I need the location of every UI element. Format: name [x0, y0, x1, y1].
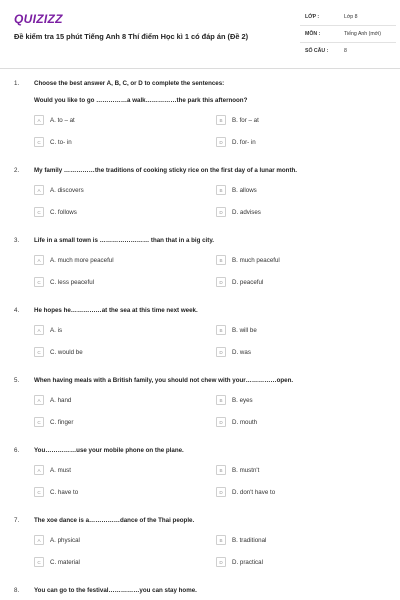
option-letter-box: C — [34, 417, 44, 427]
answer-option-d[interactable] — [216, 486, 275, 498]
option-letter-box: D — [216, 487, 226, 497]
option-letter-box: D — [216, 277, 226, 287]
option-text: D. practical — [232, 558, 263, 566]
option-letter-box: A — [34, 255, 44, 265]
option-text: B. allows — [232, 186, 257, 194]
option-letter-box: C — [34, 207, 44, 217]
answer-option-d[interactable] — [216, 276, 263, 288]
question-text: Life in a small town is …………………… than that in a big city. — [34, 237, 215, 244]
meta-value: Lớp 8 — [344, 14, 358, 20]
header-divider — [0, 68, 400, 69]
question-number: 2. — [14, 167, 20, 174]
answer-option-b[interactable] — [216, 394, 253, 406]
question-number: 4. — [14, 307, 20, 314]
answer-option-a[interactable] — [34, 254, 114, 266]
answer-option-a[interactable] — [34, 114, 75, 126]
option-letter-box: D — [216, 137, 226, 147]
question-text: Would you like to go ……………a walk……………the park this afternoon? — [34, 97, 248, 104]
option-letter-box: C — [34, 137, 44, 147]
answer-option-c[interactable] — [34, 136, 72, 148]
question-number: 5. — [14, 377, 20, 384]
option-letter-box: D — [216, 557, 226, 567]
option-text: A. is — [50, 326, 63, 334]
option-text: C. finger — [50, 418, 74, 426]
answer-option-c[interactable] — [34, 346, 83, 358]
answer-option-c[interactable] — [34, 556, 80, 568]
option-letter-box: A — [34, 325, 44, 335]
answer-option-a[interactable] — [34, 184, 84, 196]
option-text: B. for – at — [232, 116, 259, 124]
option-letter-box: B — [216, 185, 226, 195]
question-number: 7. — [14, 517, 20, 524]
answer-option-a[interactable] — [34, 394, 71, 406]
option-text: B. eyes — [232, 396, 253, 404]
answer-option-a[interactable] — [34, 464, 71, 476]
option-text: A. discovers — [50, 186, 84, 194]
meta-row-subject — [300, 26, 396, 43]
option-text: B. mustn't — [232, 466, 260, 474]
meta-label: SỐ CÂU : — [305, 48, 329, 54]
option-text: C. have to — [50, 488, 79, 496]
quizizz-logo: QUIZIZZ — [14, 12, 63, 26]
option-letter-box: B — [216, 465, 226, 475]
question-text: You……………use your mobile phone on the plane. — [34, 447, 184, 454]
option-text: B. much peaceful — [232, 256, 280, 264]
answer-option-b[interactable] — [216, 464, 259, 476]
option-letter-box: B — [216, 255, 226, 265]
meta-label: MÔN : — [305, 31, 321, 37]
answer-option-b[interactable] — [216, 534, 266, 546]
option-text: D. advises — [232, 208, 261, 216]
question-number: 3. — [14, 237, 20, 244]
option-text: C. would be — [50, 348, 83, 356]
option-letter-box: C — [34, 557, 44, 567]
option-text: D. peaceful — [232, 278, 264, 286]
option-text: C. less peaceful — [50, 278, 95, 286]
question-text: My family ……………the traditions of cooking sticky rice on the first day of a lunar month. — [34, 167, 298, 174]
option-letter-box: C — [34, 347, 44, 357]
meta-value: Tiếng Anh (mới) — [344, 31, 381, 37]
meta-value: 8 — [344, 48, 347, 54]
option-letter-box: C — [34, 277, 44, 287]
option-text: A. must — [50, 466, 71, 474]
option-text: C. to- in — [50, 138, 72, 146]
option-text: D. was — [232, 348, 251, 356]
option-text: D. for- in — [232, 138, 256, 146]
header — [0, 0, 400, 66]
option-text: C. material — [50, 558, 80, 566]
answer-option-d[interactable] — [216, 416, 257, 428]
option-letter-box: A — [34, 395, 44, 405]
answer-option-b[interactable] — [216, 254, 280, 266]
answer-option-d[interactable] — [216, 206, 261, 218]
option-letter-box: B — [216, 325, 226, 335]
option-text: D. mouth — [232, 418, 258, 426]
meta-row-count — [300, 43, 396, 59]
option-text: C. follows — [50, 208, 77, 216]
option-letter-box: A — [34, 115, 44, 125]
meta-label: LỚP : — [305, 14, 320, 20]
option-letter-box: B — [216, 535, 226, 545]
option-letter-box: D — [216, 347, 226, 357]
option-letter-box: B — [216, 395, 226, 405]
question-text: He hopes he……………at the sea at this time next week. — [34, 307, 198, 314]
question-number: 1. — [14, 80, 20, 87]
answer-option-c[interactable] — [34, 276, 94, 288]
question-text: When having meals with a British family, you should not chew with your……………open. — [34, 377, 294, 384]
answer-option-b[interactable] — [216, 324, 257, 336]
answer-option-a[interactable] — [34, 534, 80, 546]
option-text: B. traditional — [232, 536, 267, 544]
option-letter-box: A — [34, 535, 44, 545]
option-letter-box: A — [34, 185, 44, 195]
answer-option-c[interactable] — [34, 206, 77, 218]
answer-option-b[interactable] — [216, 184, 257, 196]
question-number: 6. — [14, 447, 20, 454]
option-text: A. to – at — [50, 116, 75, 124]
option-letter-box: A — [34, 465, 44, 475]
answer-option-d[interactable] — [216, 136, 256, 148]
answer-option-b[interactable] — [216, 114, 259, 126]
answer-option-d[interactable] — [216, 556, 263, 568]
meta-row-class — [300, 9, 396, 26]
option-text: A. much more peaceful — [50, 256, 114, 264]
option-letter-box: C — [34, 487, 44, 497]
option-letter-box: D — [216, 207, 226, 217]
option-letter-box: B — [216, 115, 226, 125]
answer-option-d[interactable] — [216, 346, 251, 358]
document-title: Đề kiểm tra 15 phút Tiếng Anh 8 Thí điểm Học kì 1 có đáp án (Đề 2) — [14, 32, 249, 41]
answer-option-c[interactable] — [34, 486, 78, 498]
option-letter-box: D — [216, 417, 226, 427]
answer-option-c[interactable] — [34, 416, 73, 428]
option-text: B. will be — [232, 326, 257, 334]
question-text: You can go to the festival……………you can stay home. — [34, 587, 197, 594]
option-text: D. don't have to — [232, 488, 276, 496]
question-text: Choose the best answer A, B, C, or D to complete the sentences: — [34, 80, 225, 87]
question-text: The xoe dance is a……………dance of the Thai people. — [34, 517, 195, 524]
question-number: 8. — [14, 587, 20, 594]
option-text: A. physical — [50, 536, 80, 544]
option-text: A. hand — [50, 396, 72, 404]
meta-box — [300, 9, 396, 59]
answer-option-a[interactable] — [34, 324, 62, 336]
